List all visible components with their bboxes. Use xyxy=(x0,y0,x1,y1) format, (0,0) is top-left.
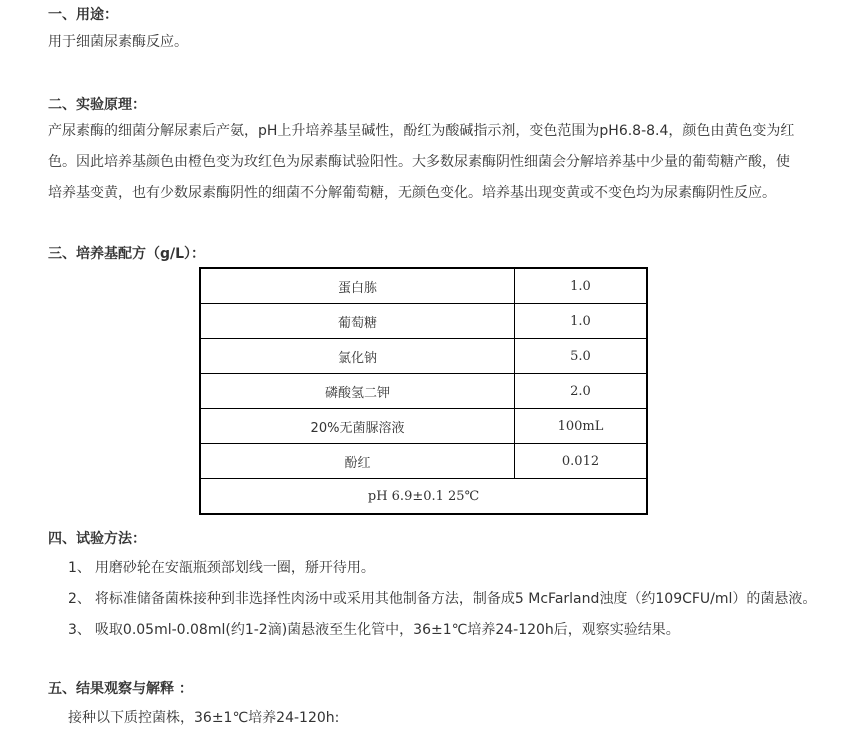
method-step xyxy=(68,619,680,639)
ingredient-name: 葡萄糖 xyxy=(200,304,515,339)
ingredient-name: 酚红 xyxy=(200,444,515,479)
table-row xyxy=(200,304,647,339)
principle-paragraph: 产尿素酶的细菌分解尿素后产氨，pH上升培养基呈碱性，酚红为酸碱指示剂，变色范围为pH6.8-8.4，颜色由黄色变为红色。因此培养基颜色由橙色变为玫红色为尿素酶试验阳性。大多数尿素酶阴性细菌会分解培养基中少量的葡萄糖产酸，使培养基变黄，也有少数尿素酶阴性的细菌不分解葡萄糖，无颜色变化。培养基出现变黄或不变色均为尿素酶阴性反应。 xyxy=(48,123,795,201)
method-step xyxy=(68,557,375,577)
medium-formula-table xyxy=(199,267,648,515)
table-row xyxy=(200,444,647,479)
ingredient-name: 氯化钠 xyxy=(200,339,515,374)
usage-paragraph: 用于细菌尿素酶反应。 xyxy=(48,34,188,50)
ingredient-name: 磷酸氢二钾 xyxy=(200,374,515,409)
results-text: 接种以下质控菌株，36±1℃培养24-120h: xyxy=(68,710,340,726)
section-heading-medium: 三、培养基配方（g/L）： xyxy=(48,246,206,262)
section-heading-usage: 一、用途： xyxy=(48,7,118,23)
method-step xyxy=(68,588,816,608)
step-text: 用磨砂轮在安瓿瓶颈部划线一圈，掰开待用。 xyxy=(94,560,375,576)
table-row xyxy=(200,409,647,444)
ingredient-amount: 1.0 xyxy=(515,304,648,339)
step-text: 将标准储备菌株接种到非选择性肉汤中或采用其他制备方法，制备成5 McFarland浊度（约109CFU/ml）的菌悬液。 xyxy=(94,591,817,607)
step-number: 1、 xyxy=(68,560,91,576)
ingredient-amount: 0.012 xyxy=(515,444,648,479)
ingredient-amount: 100mL xyxy=(515,409,648,444)
step-number: 3、 xyxy=(68,622,91,638)
table-row xyxy=(200,374,647,409)
section-heading-method: 四、试验方法： xyxy=(48,531,146,547)
ingredient-name: 20%无菌脲溶液 xyxy=(200,409,515,444)
table-row xyxy=(200,339,647,374)
step-text: 吸取0.05ml-0.08ml(约1-2滴)菌悬液至生化管中，36±1℃培养24-120h后，观察实验结果。 xyxy=(94,622,680,638)
section-heading-results: 五、结果观察与解释 ： xyxy=(48,681,193,697)
ingredient-amount: 1.0 xyxy=(515,268,648,304)
step-number: 2、 xyxy=(68,591,91,607)
table-row xyxy=(200,268,647,304)
usage-text xyxy=(48,27,803,58)
ingredient-name: 蛋白胨 xyxy=(200,268,515,304)
table-footer-row xyxy=(200,479,647,515)
ingredient-amount: 5.0 xyxy=(515,339,648,374)
section-heading-principle: 二、实验原理： xyxy=(48,97,146,113)
ph-condition: pH 6.9±0.1 25℃ xyxy=(200,479,647,515)
ingredient-amount: 2.0 xyxy=(515,374,648,409)
principle-text xyxy=(48,116,803,209)
